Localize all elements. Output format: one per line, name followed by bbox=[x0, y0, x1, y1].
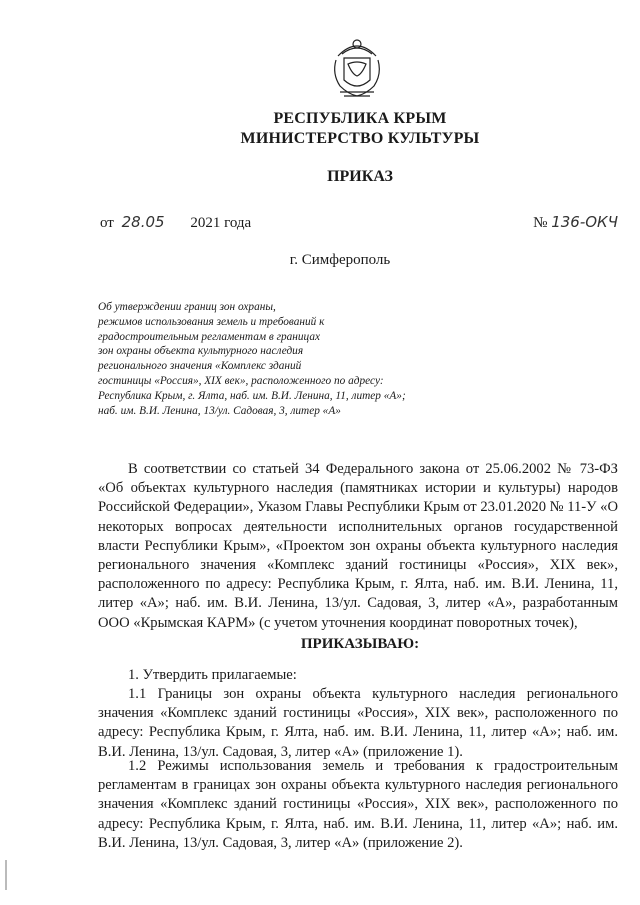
subject-line: наб. им. В.И. Ленина, 13/ул. Садовая, 3, литер «А» bbox=[98, 404, 341, 417]
scan-edge-mark bbox=[5, 860, 7, 890]
subject-line: Об утверждении границ зон охраны, bbox=[98, 301, 276, 313]
org-line-2: МИНИСТЕРСТВО КУЛЬТУРЫ bbox=[240, 130, 480, 147]
subject-line: режимов использования земель и требований к bbox=[98, 315, 325, 328]
subject-line: градостроительным регламентам в границах bbox=[98, 330, 321, 343]
number-prefix: № bbox=[533, 215, 548, 231]
subject-line: гостиницы «Россия», XIX век», расположенного по адресу: bbox=[98, 374, 384, 387]
item-1-2: 1.2 Режимы использования земель и требования к градостроительным регламентам в границах зон охраны объекта культурного наследия регионального значения «Комплекс зданий гостиницы «Россия», XIX век», расположенного по адресу: Республика Крым, г. Ялта, наб. им. В.И. Ленина, 11, литер «А»; наб. им. В.И. Ленина, 13/ул. Садовая, 3, литер «А» (приложение 2). bbox=[98, 758, 618, 851]
order-heading: ПРИКАЗЫВАЮ: bbox=[300, 636, 420, 652]
item-1-1: 1.1 Границы зон охраны объекта культурного наследия регионального значения «Комплекс зданий гостиницы «Россия», XIX век», расположенного по адресу: Республика Крым, г. Ялта, наб. им. В.И. Ленина, 11, литер «А»; наб. им. В.И. Ленина, 13/ул. Садовая, 3, литер «А» (приложение 1). bbox=[98, 686, 618, 760]
date-prefix: от bbox=[100, 215, 114, 231]
date-row bbox=[100, 213, 251, 232]
subject-line: регионального значения «Комплекс зданий bbox=[98, 360, 302, 373]
item-1: 1. Утвердить прилагаемые: bbox=[128, 667, 297, 683]
org-line-1: РЕСПУБЛИКА КРЫМ bbox=[273, 110, 447, 127]
date-handwritten: 28.05 bbox=[121, 213, 165, 231]
subject-line: зон охраны объекта культурного наследия bbox=[98, 345, 304, 358]
date-suffix: 2021 года bbox=[190, 215, 252, 231]
crimea-coat-of-arms-icon bbox=[328, 34, 386, 102]
city: г. Симферополь bbox=[289, 252, 391, 268]
subject-block bbox=[98, 300, 498, 418]
number-row bbox=[533, 213, 618, 232]
subject-line: Республика Крым, г. Ялта, наб. им. В.И. Ленина, 11, литер «А»; bbox=[98, 389, 406, 402]
number-handwritten: 136-ОКЧ bbox=[551, 213, 618, 231]
doc-type-title: ПРИКАЗ bbox=[327, 168, 393, 185]
preamble-paragraph: В соответствии со статьей 34 Федерального закона от 25.06.2002 № 73-ФЗ «Об объектах культурного наследия (памятниках истории и культуры) народов Российской Федерации», Указом Главы Республики Крым от 23.01.2020 № 11-У «О некоторых вопросах деятельности исполнительных органов государственной власти Республики Крым», «Проектом зон охраны объекта культурного наследия регионального значения «Комплекс зданий гостиницы «Россия», XIX век», расположенного по адресу: Республика Крым, г. Ялта, наб. им. В.И. Ленина, 11, литер «А»; наб. им. В.И. Ленина, 13/ул. Садовая, 3, литер «А», разработанным ООО «Крымская КАРМ» (с учетом уточнения координат поворотных точек), bbox=[98, 461, 618, 631]
